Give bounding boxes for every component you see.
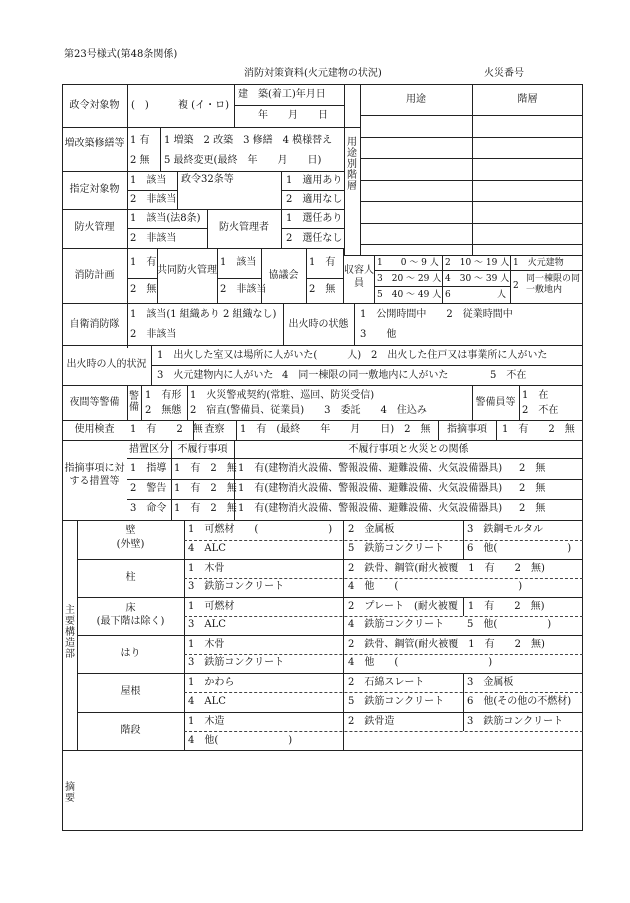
sochi-row-kubun: 3 命令 [130,503,167,514]
jinteki-opt-1: 1 出火した室又は場所に人がいた( 人) [157,350,362,361]
building-opt-1: 1 火元建物 [513,258,564,268]
floor-label: 床 [125,603,136,614]
form-number: 第23号様式(第48条関係) [64,49,178,60]
shitei-apply-no: 2 適用なし [286,194,343,205]
keibi-opt-2: 2 無態 [145,405,182,416]
guard-opt-absent: 2 不在 [522,405,559,416]
kenchiku-label: 建 築(着工)年月日 [238,89,326,100]
label-zoukaichiku: 増改築修繕等 [64,138,125,149]
shuyo-jinin-label: 収容人員 [344,265,374,289]
wall-label: 壁 [125,525,136,536]
zoukaichiku-opt-yes: 1 有 [130,135,150,146]
pillar-label: 柱 [125,572,136,583]
shitei-opt-yes: 1 該当 [130,175,167,186]
guard-label: 警備員等 [475,397,516,408]
roof-label: 屋根 [120,686,141,697]
kyogikai-opt-yes: 1 有 [309,257,336,268]
jinteki-opt-5: 5 不在 [490,370,527,381]
wall-sub: (外壁) [116,539,145,550]
beam-opt-2: 2 鉄骨、鋼管(耐火被覆 1 有 2 無) [348,639,545,650]
sochi-row-kubun: 2 警告 [130,483,167,494]
label-sochi: 指摘事項に対する措置等 [64,463,125,487]
shitei-seirei32: 政令32条等 [181,174,234,185]
side-youto-kaisou: 用途別階層 [347,137,357,192]
label-yakan: 夜間等警備 [69,397,120,408]
capacity-opt-1: 1 0 ～ 9 人 [377,258,439,268]
sochi-row-furikou: 1 有 2 無 [174,503,237,514]
label-shouboukeikaku: 消防計画 [74,270,115,281]
sochi-header-kankei: 不履行事項と火災との関係 [348,444,469,455]
wall-opt-6: 6 他( ) [467,543,572,554]
bouka-assign-yes: 1 選任あり [286,213,343,224]
kensa-options: 1 有 2 無 [130,424,203,435]
bouka-manager: 防火管理者 [219,222,269,233]
header-kaisou: 階層 [517,94,538,105]
label-shiyoukensa: 使用検査 [74,424,115,435]
wall-opt-3: 3 鉄鋼モルタル [467,524,543,535]
beam-opt-4: 4 他 ( ) [348,657,493,668]
sasatsu-options: 1 有 (最終 年 月 日) 2 無 [240,424,431,435]
wall-opt-5: 5 鉄筋コンクリート [348,543,445,554]
zoukaichiku-types: 1 増築 2 改築 3 修繕 4 模様替え [164,135,333,146]
sochi-row-kankei: 1 有(建物消火設備、警報設備、避難設備、火気設備器具) [238,463,503,474]
keikaku-opt-no: 2 無 [130,284,157,295]
floor-opt-2: 2 プレート (耐火被覆 1 有 2 無) [348,601,545,612]
shukka-state-label: 出火時の状態 [288,319,349,330]
shitei-opt-no: 2 非該当 [130,194,177,205]
kyodo-opt-yes: 1 該当 [220,257,257,268]
floor-sub: (最下階は除く) [96,616,165,627]
stairs-opt-3: 3 鉄筋コンクリート [467,716,564,727]
sochi-row-kubun: 1 指導 [130,463,167,474]
label-bouka: 防火管理 [74,222,115,233]
remarks-label: 摘要 [65,782,75,804]
zoukaichiku-last: 5 最終変更(最終 年 月 日) [164,155,322,166]
stairs-label: 階段 [120,725,141,736]
roof-opt-4: 4 ALC [188,696,226,707]
pillar-opt-3: 3 鉄筋コンクリート [188,581,285,592]
shukka-state-1: 1 公開時間中 2 従業時間中 [360,309,513,320]
sochi-row-furikou: 1 有 2 無 [174,463,237,474]
header-youto: 用途 [406,94,426,105]
form-title: 消防対策資料(火元建物の状況) [244,68,382,79]
pillar-opt-1: 1 木骨 [188,563,225,574]
keibi-opt-1: 1 有形 [145,390,182,401]
roof-opt-6: 6 他(その他の不燃材) [467,696,572,707]
sochi-row-kankei: 1 有(建物消火設備、警報設備、避難設備、火気設備器具) [238,503,503,514]
zoukaichiku-opt-no: 2 無 [130,155,150,166]
kyogikai-opt-no: 2 無 [309,284,336,295]
wall-opt-4: 4 ALC [188,543,226,554]
stairs-opt-2: 2 鉄骨造 [348,716,395,727]
sochi-row-furikou: 1 有 2 無 [174,483,237,494]
floor-opt-5: 5 他( ) [467,619,552,630]
bouka-opt-no: 2 非該当 [130,233,177,244]
jinteki-opt-4: 4 同一棟限の同一敷地内に人がいた [282,370,449,381]
beam-opt-3: 3 鉄筋コンクリート [188,657,285,668]
pillar-opt-4: 4 他 ( ) [348,581,523,592]
label-shitei: 指定対象物 [69,184,120,195]
label-jinteki: 出火時の人的状況 [66,359,147,370]
capacity-opt-5: 5 40 ～ 49 人 [377,290,442,300]
bouka-opt-yes: 1 該当(法8条) [130,213,201,224]
kyogikai-label: 協議会 [268,270,299,281]
shiteki-options: 1 有 2 無 [502,424,575,435]
kyodo-bouka-label: 共同防火管理 [157,265,217,276]
floor-opt-4: 4 鉄筋コンクリート [348,619,445,630]
pillar-opt-2: 2 鉄骨、鋼管(耐火被覆 1 有 2 無) [348,563,545,574]
jinteki-opt-3: 3 火元建物内に人がいた [157,370,274,381]
roof-opt-2: 2 石綿スレート [348,677,425,688]
building-opt-2: 2 [513,281,519,291]
jiei-opt-yes: 1 該当(1 組織あり 2 組織なし) [130,309,277,320]
kenchiku-date: 年 月 日 [258,110,328,121]
beam-label: はり [120,648,141,659]
sochi-header-furikou: 不履行事項 [177,444,228,455]
sochi-header-kubun: 措置区分 [129,444,169,455]
remarks-area[interactable] [78,752,581,829]
sochi-row-none: 2 無 [519,503,546,514]
wall-opt-2: 2 金属板 [348,524,395,535]
keibi-type-1: 1 火災警戒契約(常駐、巡回、防災受信) [190,390,375,401]
stairs-opt-1: 1 木造 [188,716,225,727]
jinteki-opt-2: 2 出火した住戸又は事業所に人がいた [371,350,548,361]
capacity-opt-6-unit: 人 [497,290,507,300]
bouka-assign-no: 2 選任なし [286,233,343,244]
sasatsu-label: 査察 [204,424,225,435]
sochi-row-none: 2 無 [519,483,546,494]
floor-opt-3: 3 ALC [188,619,226,630]
seirei-fuku: 複 (イ・ロ) [178,100,229,111]
shitei-apply-yes: 1 適用あり [286,175,343,186]
side-structure: 主要構造部 [65,605,75,660]
floor-opt-1: 1 可燃材 [188,601,235,612]
wall-opt-1: 1 可燃材 ( ) [188,524,333,535]
sochi-row-none: 2 無 [519,463,546,474]
roof-opt-5: 5 鉄筋コンクリート [348,696,445,707]
beam-opt-1: 1 木骨 [188,639,225,650]
keibi-type-2: 2 宿直(警備員、従業員) 3 委託 4 住込み [190,405,427,416]
seirei-paren: ( ) [131,100,149,111]
jiei-opt-no: 2 非該当 [130,329,177,340]
guard-opt-present: 1 在 [522,390,549,401]
shiteki-label: 指摘事項 [447,424,487,435]
capacity-opt-3: 3 20 ～ 29 人 [377,274,442,284]
capacity-opt-2: 2 10 ～ 19 人 [445,258,510,268]
shukka-state-2: 3 他 [360,329,397,340]
building-opt-2-text: 同一棟限の同一敷地内 [526,274,581,295]
roof-opt-3: 3 金属板 [467,677,514,688]
fire-number-label: 火災番号 [484,68,524,79]
roof-opt-1: 1 かわら [188,677,235,688]
label-jiei: 自衛消防隊 [69,319,120,330]
capacity-opt-4: 4 30 ～ 39 人 [445,274,510,284]
kyodo-opt-no: 2 非該当 [220,284,267,295]
label-seirei: 政令対象物 [69,100,120,111]
keikaku-opt-yes: 1 有 [130,257,157,268]
capacity-opt-6: 6 [445,290,451,300]
keibi-label: 警備 [129,391,139,413]
sochi-row-kankei: 1 有(建物消火設備、警報設備、避難設備、火気設備器具) [238,483,503,494]
stairs-opt-4: 4 他( ) [188,735,293,746]
